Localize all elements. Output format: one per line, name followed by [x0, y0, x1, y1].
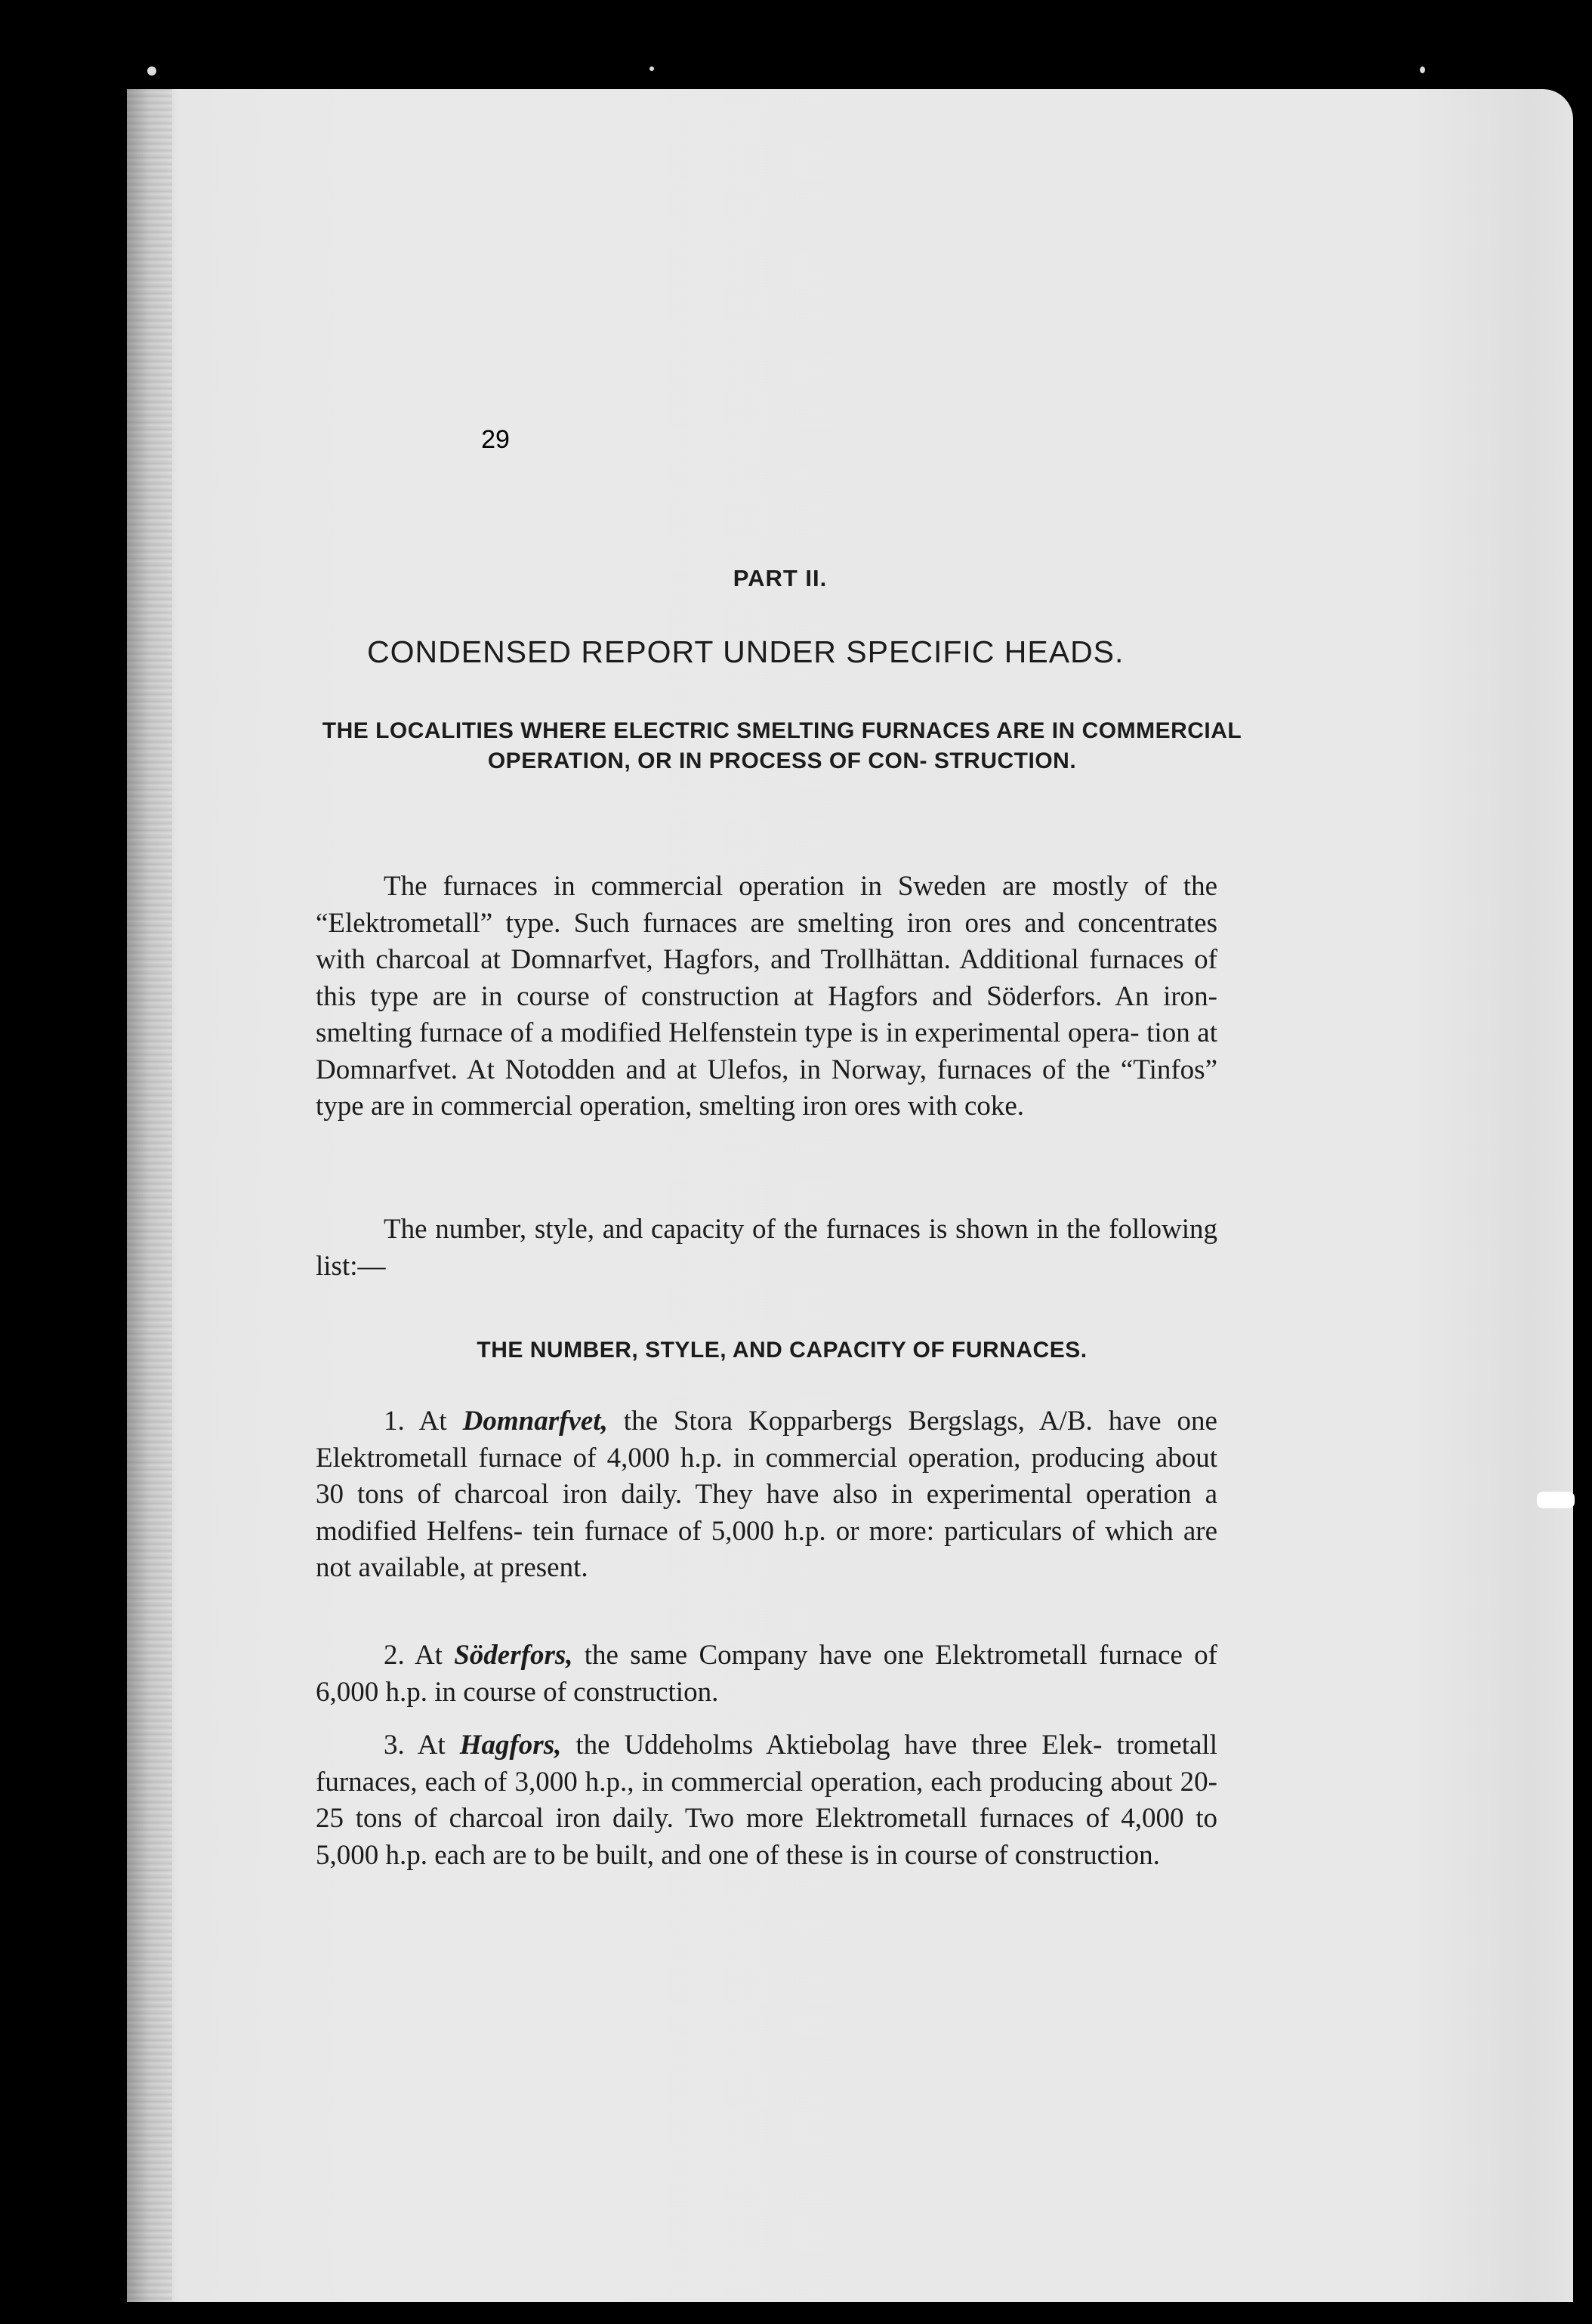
list-item [316, 1403, 1217, 1587]
item-text: the Uddeholms Aktiebolag have three Elek- trometall furnaces, each of 3,000 h.p., in commercial operation, each producing about 20-25 tons of charcoal iron daily. Two more Elektrometall furnaces of 4,000 to 5,000 h.p. each are to be built, and one of these is in course of construction. [316, 1730, 1217, 1871]
item-prefix: 2. At [384, 1640, 455, 1671]
item-prefix: 1. At [384, 1406, 463, 1437]
scan-speck [147, 66, 156, 76]
item-text: the same Company have one Elektrometall furnace of 6,000 h.p. in course of construction. [316, 1640, 1217, 1708]
paragraph-furnaces-overview: The furnaces in commercial operation in Sweden are mostly of the “Elektrometall” type. Such furnaces are smelting iron ores and concentrates with charcoal at Domnarfvet, Hagfors, and Trollhättan. Additional furnaces of this type are in course of construction at Hagfors and Söderfors. An iron-smelting furnace of a modified Helfenstein type is in experimental opera- tion at Domnarfvet. At Notodden and at Ulefos, in Norway, furnaces of the “Tinfos” type are in commercial operation, smelting iron ores with coke. [316, 871, 1217, 1122]
scan-speck [649, 66, 654, 71]
list-item [316, 1637, 1217, 1711]
item-text: the Stora Kopparbergs Bergslags, A/B. have one Elektrometall furnace of 4,000 h.p. in commercial operation, producing about 30 tons of charcoal iron daily. They have also in experimental operation a modified Helfens- tein furnace of 5,000 h.p. or more: particulars of which are not available, at present. [316, 1406, 1217, 1583]
scan-artifact [1537, 1492, 1575, 1508]
section-title-localities: THE LOCALITIES WHERE ELECTRIC SMELTING FURNACES ARE IN COMMERCIAL OPERATION, OR IN PROCESS OF CON- STRUCTION. [322, 718, 1242, 773]
book-page [127, 89, 1573, 2302]
part-heading: PART II. [733, 565, 828, 591]
item-prefix: 3. At [384, 1730, 460, 1761]
page-number: 29 [481, 425, 510, 454]
page-binding-edge [127, 89, 172, 2302]
list-item [316, 1727, 1217, 1874]
section-title-number-style-capacity: THE NUMBER, STYLE, AND CAPACITY OF FURNACES. [477, 1338, 1088, 1363]
scan-speck [1420, 66, 1425, 73]
paragraph-list-intro: The number, style, and capacity of the furnaces is shown in the following list:— [316, 1214, 1217, 1282]
item-place: Hagfors, [459, 1730, 562, 1761]
item-place: Domnarfvet, [462, 1406, 608, 1437]
main-title: CONDENSED REPORT UNDER SPECIFIC HEADS. [367, 634, 1125, 669]
item-place: Söderfors, [454, 1640, 573, 1671]
